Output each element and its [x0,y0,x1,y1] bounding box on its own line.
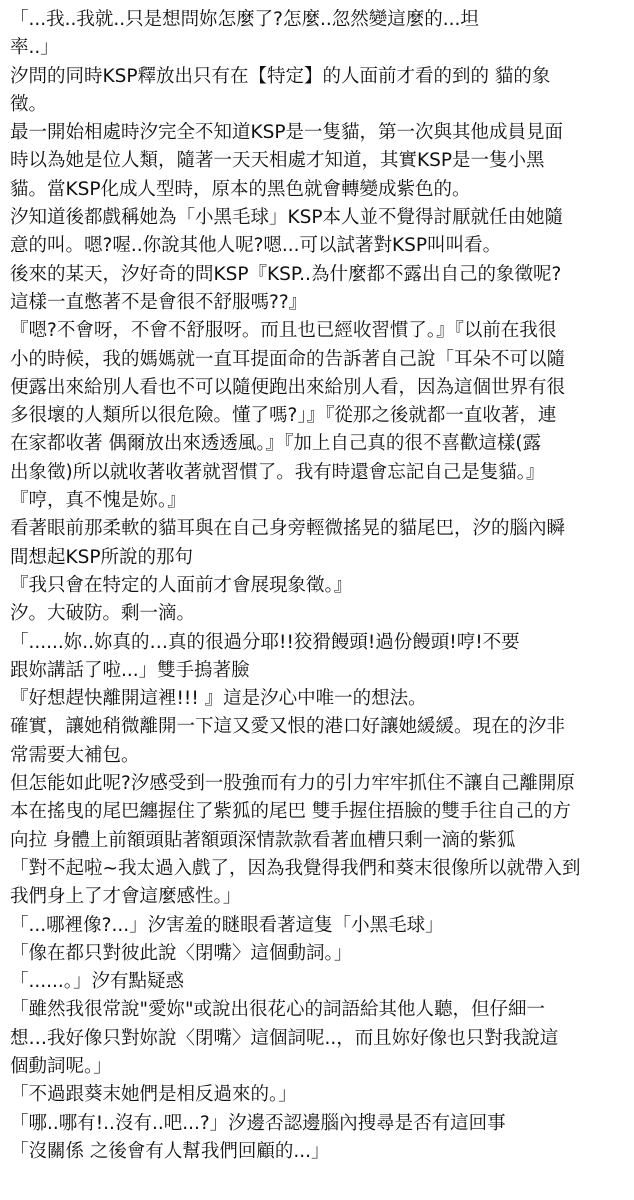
text-line: 跟妳講話了啦...」雙手摀著臉 [10,659,250,681]
text-line: 『我只會在特定的人面前才會展現象徵。』 [10,574,353,596]
text-line: 「......妳..妳真的…真的很過分耶!!狡猾饅頭!過份饅頭!哼!不要 [10,631,520,653]
text-line: 但怎能如此呢?汐感受到一股強而有力的引力牢牢抓住不讓自己離開原 [10,773,575,795]
text-line: 小的時候，我的媽媽就一直耳提面命的告訴著自己說「耳朵不可以隨 [10,348,566,370]
text-line: 率..」 [10,37,59,59]
text-line: 間想起KSP所說的那句 [10,546,194,568]
text-line: 「沒關係 之後會有人幫我們回顧的...」 [10,1140,330,1162]
text-line: 本在搖曳的尾巴纏握住了紫狐的尾巴 雙手握住捂臉的雙手往自己的方 [10,801,571,823]
text-line: 看著眼前那柔軟的貓耳與在自己身旁輕微搖晃的貓尾巴，汐的腦內瞬 [10,518,566,540]
text-line: 個動詞呢。」 [10,1055,112,1077]
text-line: 貓。當KSP化成人型時，原本的黑色就會轉變成紫色的。 [10,178,471,200]
text-line: 「哪..哪有!..沒有..吧...?」汐邊否認邊腦內搜尋是否有這回事 [10,1112,506,1134]
text-line: 多很壞的人類所以很危險。懂了嗎?」』『從那之後就都一直收著，連 [10,405,557,427]
text-line: 後來的某天，汐好奇的問KSP『KSP..為什麼都不露出自己的象徵呢? [10,263,562,285]
text-line: 「對不起啦~我太過入戲了，因為我覺得我們和葵末很像所以就帶入到 [10,857,581,879]
text-line: 我們身上了才會這麼感性。」 [10,886,242,908]
text-line: 汐知道後都戲稱她為「小黑毛球」KSP本人並不覺得討厭就任由她隨 [10,207,564,229]
text-line: 最一開始相處時汐完全不知道KSP是一隻貓，第一次與其他成員見面 [10,122,564,144]
text-line: 徵。 [10,93,48,115]
text-line: 「不過跟葵末她們是相反過來的。」 [10,1084,297,1106]
text-line: 『好想趕快離開這裡!!! 』這是汐心中唯一的想法。 [10,688,427,710]
text-line: 便露出來給別人看也不可以隨便跑出來給別人看，因為這個世界有很 [10,376,566,398]
text-line: 向拉 身體上前額頭貼著額頭深情款款看著血槽只剩一滴的紫狐 [10,829,516,851]
text-line: 意的叫。嗯?喔..你說其他人呢?嗯...可以試著對KSP叫叫看。 [10,235,502,257]
text-line: 「......。」汐有點疑惑 [10,971,185,993]
text-line: 「雖然我很常說"愛妳"或說出很花心的詞語給其他人聽，但仔細一 [10,999,546,1021]
text-line: 這樣一直憋著不是會很不舒服嗎??』 [10,291,308,313]
text-line: 想…我好像只對妳說〈閉嘴〉這個詞呢..，而且妳好像也只對我說這 [10,1027,559,1049]
text-line: 「像在都只對彼此說〈閉嘴〉這個動詞。」 [10,942,353,964]
text-line: 確實，讓她稍微離開一下這又愛又恨的港口好讓她緩緩。現在的汐非 [10,716,566,738]
text-line: 「...哪裡像?...」汐害羞的瞇眼看著這隻「小黑毛球」 [10,914,444,936]
text-line: 『哼，真不愧是妳。』 [10,490,186,512]
text-line: 汐問的同時KSP釋放出只有在【特定】的人面前才看的到的 貓的象 [10,65,551,87]
text-line: 時以為她是位人類，隨著一天天相處才知道，其實KSP是一隻小黑 [10,150,545,172]
text-line: 「...我..我就..只是想問妳怎麼了?怎麼..忽然變這麼的...坦 [10,9,479,30]
text-line: 出象徵)所以就收著收著就習慣了。我有時還會忘記自己是隻貓。』 [10,461,545,483]
text-line: 常需要大補包。 [10,744,140,766]
text-line: 汐。大破防。剩一滴。 [10,603,196,625]
text-line: 『嗯?不會呀，不會不舒服呀。而且也已經收習慣了。』『以前在我很 [10,320,557,342]
text-line: 在家都收著 偶爾放出來透透風。』『加上自己真的很不喜歡這樣(露 [10,433,542,455]
